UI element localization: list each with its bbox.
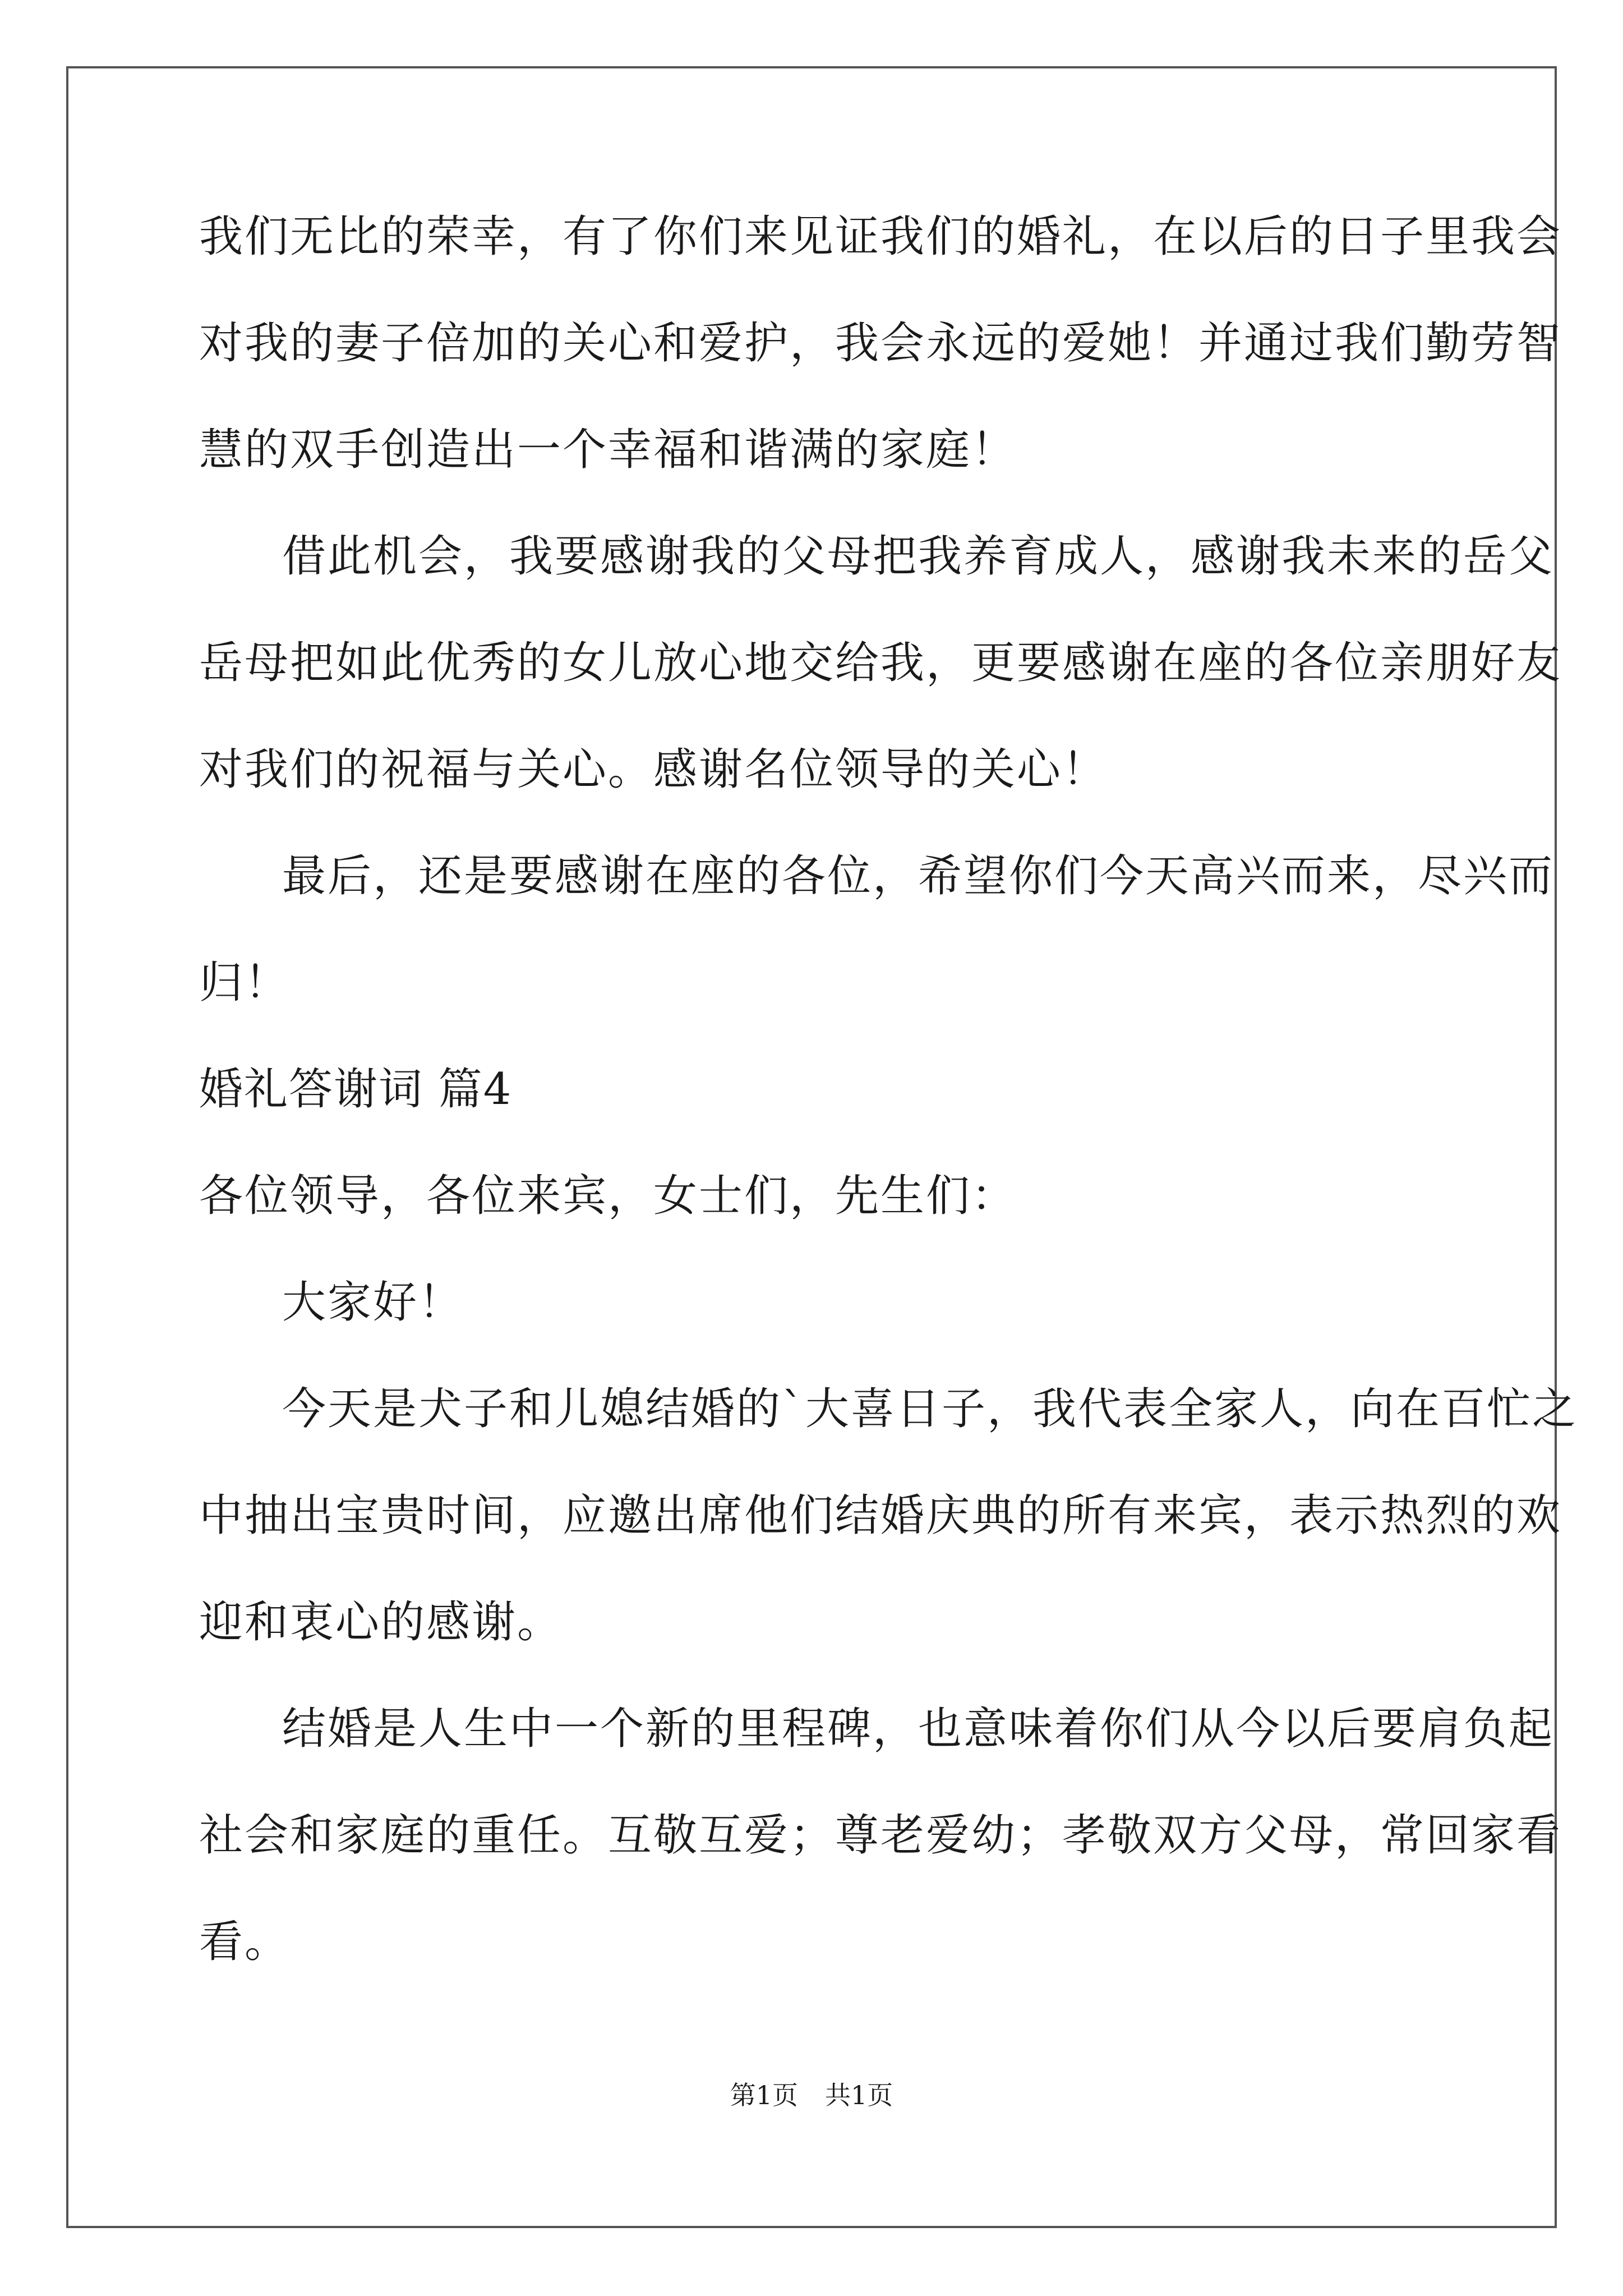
paragraph-line: 中抽出宝贵时间，应邀出席他们结婚庆典的所有来宾，表示热烈的欢: [199, 1490, 1562, 1541]
paragraph-line: 社会和家庭的重任。互敬互爱；尊老爱幼；孝敬双方父母，常回家看: [199, 1810, 1562, 1861]
paragraph-line: 迎和衷心的感谢。: [199, 1597, 563, 1648]
greeting-line: 大家好！: [282, 1277, 464, 1328]
salutation-line: 各位领导，各位来宾，女士们，先生们：: [199, 1171, 1017, 1221]
paragraph-line: 结婚是人生中一个新的里程碑，也意味着你们从今以后要肩负起: [282, 1704, 1555, 1754]
paragraph-line: 最后，还是要感谢在座的各位，希望你们今天高兴而来，尽兴而: [282, 851, 1555, 901]
paragraph-line: 我们无比的荣幸，有了你们来见证我们的婚礼，在以后的日子里我会: [199, 211, 1562, 262]
paragraph-line: 对我们的祝福与关心。感谢名位领导的关心！: [199, 744, 1108, 795]
page-number-total: 共1页: [825, 2080, 893, 2110]
page-number-current: 第1页: [730, 2080, 798, 2110]
paragraph-line: 归！: [199, 958, 291, 1008]
page-footer: [0, 2078, 1623, 2112]
paragraph-line: 看。: [199, 1917, 291, 1967]
paragraph-line: 借此机会，我要感谢我的父母把我养育成人，感谢我未来的岳父: [282, 531, 1555, 582]
section-heading: 婚礼答谢词 篇4: [199, 1064, 513, 1115]
paragraph-line: 岳母把如此优秀的女儿放心地交给我，更要感谢在座的各位亲朋好友: [199, 638, 1562, 688]
page-border: [66, 66, 1557, 2228]
paragraph-line: 慧的双手创造出一个幸福和谐满的家庭！: [199, 425, 1017, 475]
paragraph-line: 对我的妻子倍加的关心和爱护，我会永远的爱她！并通过我们勤劳智: [199, 318, 1562, 369]
paragraph-line: 今天是犬子和儿媳结婚的`大喜日子，我代表全家人，向在百忙之: [282, 1384, 1578, 1434]
